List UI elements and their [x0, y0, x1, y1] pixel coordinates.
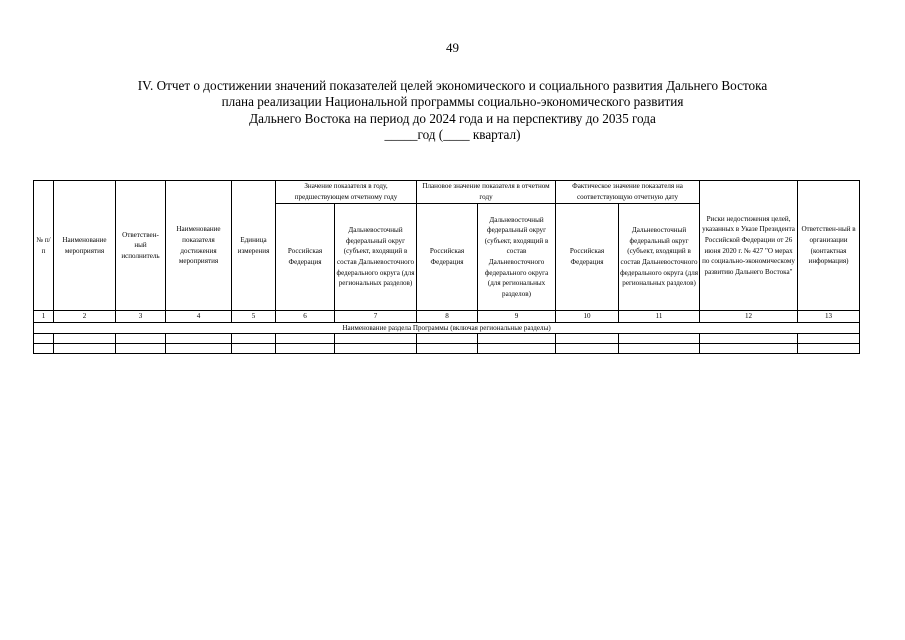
header-rf-plan: Российская Федерация — [417, 204, 478, 311]
table-cell — [166, 344, 232, 354]
table-cell — [116, 344, 166, 354]
header-group-plan: Плановое значение показателя в отчетном году — [417, 181, 556, 204]
header-col-2: Наименование мероприятия — [54, 181, 116, 311]
header-col-4: Наименование показателя достижения мероприятия — [166, 181, 232, 311]
report-title — [0, 78, 905, 144]
column-number: 5 — [232, 311, 276, 323]
header-dfo-fact: Дальневосточный федеральный округ (субъект, входящий в состав Дальневосточного федерального округа (для региональных разделов) — [619, 204, 700, 311]
table-cell — [54, 334, 116, 344]
table-cell — [619, 334, 700, 344]
table-cell — [34, 344, 54, 354]
title-line-4: _____год (____ квартал) — [384, 127, 521, 143]
column-number: 12 — [700, 311, 798, 323]
table-cell — [556, 344, 619, 354]
header-group-prev: Значение показателя в году, предшествующем отчетному году — [276, 181, 417, 204]
title-line-3: Дальнего Востока на период до 2024 года и на перспективу до 2035 года — [249, 110, 656, 126]
column-number: 7 — [335, 311, 417, 323]
table-cell — [798, 334, 860, 344]
header-rf-prev: Российская Федерация — [276, 204, 335, 311]
section-name-cell: Наименование раздела Программы (включая региональные разделы) — [34, 322, 860, 334]
table-cell — [700, 344, 798, 354]
column-number: 10 — [556, 311, 619, 323]
table-cell — [700, 334, 798, 344]
table-cell — [417, 344, 478, 354]
header-col-1: № п/п — [34, 181, 54, 311]
page-number: 49 — [446, 40, 459, 55]
column-number: 9 — [478, 311, 556, 323]
column-number: 3 — [116, 311, 166, 323]
header-col-3: Ответствен-ный исполнитель — [116, 181, 166, 311]
column-number: 1 — [34, 311, 54, 323]
title-line-1: IV. Отчет о достижении значений показателей целей экономического и социального развития Дальнего Востока — [137, 78, 768, 93]
header-dfo-prev: Дальневосточный федеральный округ (субъект, входящий в состав Дальневосточного федерального округа (для региональных разделов) — [335, 204, 417, 311]
table-cell — [276, 334, 335, 344]
header-row-1 — [34, 181, 860, 204]
column-number: 11 — [619, 311, 700, 323]
table-cell — [54, 344, 116, 354]
title-line-2: плана реализации Национальной программы социально-экономического развития — [221, 94, 684, 110]
header-rf-fact: Российская Федерация — [556, 204, 619, 311]
report-table — [33, 180, 860, 354]
table-cell — [166, 334, 232, 344]
column-numbers-row — [34, 311, 860, 323]
header-col-13: Ответствен-ный в организации (контактная информация) — [798, 181, 860, 311]
column-number: 6 — [276, 311, 335, 323]
column-number: 2 — [54, 311, 116, 323]
table-cell — [478, 344, 556, 354]
column-number: 13 — [798, 311, 860, 323]
table-cell — [619, 344, 700, 354]
header-group-fact: Фактическое значение показателя на соответствующую отчетную дату — [556, 181, 700, 204]
table-cell — [798, 344, 860, 354]
column-number: 4 — [166, 311, 232, 323]
section-row — [34, 322, 860, 334]
table-cell — [116, 334, 166, 344]
table-cell — [417, 334, 478, 344]
header-col-5: Единица измерения — [232, 181, 276, 311]
table-cell — [276, 344, 335, 354]
table-cell — [232, 344, 276, 354]
table-cell — [478, 334, 556, 344]
table-cell — [556, 334, 619, 344]
table-cell — [335, 344, 417, 354]
column-number: 8 — [417, 311, 478, 323]
table-cell — [335, 334, 417, 344]
header-col-12: Риски недостижения целей, указанных в Указе Президента Российской Федерации от 26 июня 2020 г. № 427 "О мерах по социально-экономическому развитию Дальнего Востока" — [700, 181, 798, 311]
table-cell — [232, 334, 276, 344]
table-cell — [34, 334, 54, 344]
header-dfo-plan: Дальневосточный федеральный округ (субъект, входящий в состав Дальневосточного федерального округа (для региональных разделов) — [478, 204, 556, 311]
table-row — [34, 344, 860, 354]
table-row — [34, 334, 860, 344]
